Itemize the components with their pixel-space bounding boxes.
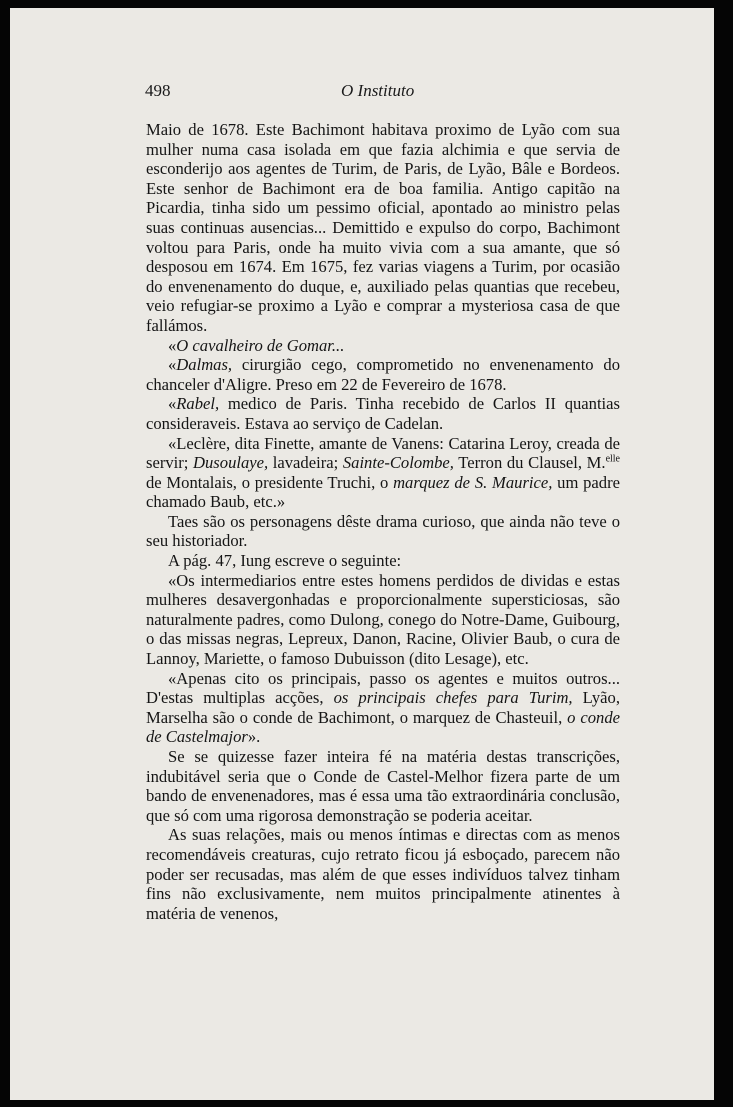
conde-castelmajor: o conde de Castelmajor: [146, 707, 620, 747]
leclere-text-a: «Leclère, dita Finette, amante de Vanens: Catarina Leroy, creada de servir;: [146, 433, 620, 473]
chefes-turim: os principais chefes para Turim,: [333, 688, 573, 708]
open-quote: «: [168, 394, 177, 414]
book-page: [10, 8, 714, 1100]
leclere-text-c: lavadeira;: [268, 453, 343, 473]
superscript-elle: elle: [605, 453, 620, 465]
paragraph-conclusao: Se se quizesse fazer inteira fé na matéria destas transcrições, indubitável seria que o Conde de Castel-Melhor fizera parte de um bando de envenenadores, mas é essa uma tão extraordinária conclusão, que só com uma rigorosa demonstração se poderia aceitar.: [146, 747, 620, 825]
paragraph-apenas: [146, 669, 620, 747]
dalmas-description: cirurgião cego, comprometido no envenenamento do chanceler d'Aligre. Preso em 22 de Fevereiro de 1678.: [146, 355, 620, 394]
apenas-text-a: «Apenas cito os principais, passo os agentes e muitos outros... D'estas multiplas acções,: [146, 668, 620, 708]
name-dusoulaye: Dusoulaye,: [193, 453, 269, 473]
paragraph-personagens: Taes são os personagens dêste drama curioso, que ainda não teve o seu historiador.: [146, 511, 620, 551]
apenas-text-e: ».: [247, 727, 261, 747]
page-header: [145, 81, 585, 105]
apenas-text-c: Lyão, Marselha são o conde de Bachimont, o marquez de Chasteuil,: [146, 688, 620, 727]
open-quote: «: [168, 355, 177, 375]
name-dalmas: Dalmas,: [176, 355, 233, 375]
paragraph-intermediarios: «Os intermediarios entre estes homens perdidos de dividas e estas mulheres desavergonhadas e proporcionalmente supersticiosas, são naturalmente padres, como Dulong, conego do Notre-Dame, Guibourg, o das missas negras, Lepreux, Danon, Racine, Olivier Baub, o cura de Lannoy, Mariette, o famoso Dubuisson (dito Lesage), etc.: [146, 570, 620, 669]
leclere-text-i: um padre chamado Baub, etc.»: [146, 472, 620, 512]
page-number: 498: [145, 81, 171, 100]
paragraph-iung: A pág. 47, Iung escreve o seguinte:: [168, 551, 402, 571]
leclere-text-g: de Montalais, o presidente Truchi, o: [146, 472, 394, 492]
body-text: [146, 120, 620, 923]
paragraph-relacoes: As suas relações, mais ou menos íntimas e directas com as menos recomendáveis creaturas, cujo retrato ficou já esboçado, parecem não poder ser recusadas, mas além de que esses indivíduos talvez tinham fins não exclusivamente, nem muitos principalmente atinentes à matéria de venenos,: [146, 825, 620, 923]
running-title: O Instituto: [341, 81, 415, 100]
name-sainte-colombe: Sainte-Colombe,: [342, 453, 454, 473]
leclere-text-e: Terron du Clausel, M.: [453, 453, 606, 473]
paragraph-rabel: [146, 394, 620, 433]
paragraph-dalmas: [146, 355, 620, 394]
open-quote: «: [168, 335, 177, 355]
paragraph-leclere: [146, 434, 620, 512]
paragraph-bachimont: Maio de 1678. Este Bachimont habitava proximo de Lyão com sua mulher numa casa isolada em que fazia alchimia e que servia de esconderijo aos agentes de Turim, de Paris, de Lyão, Bâle e Bordeos. Este senhor de Bachimont era de boa familia. Antigo capitão na Picardia, tinha sido um pessimo oficial, apontado ao ministro pelas suas continuas ausencias... Demittido e expulso do corpo, Bachimont voltou para Paris, onde ha muito vivia com a sua amante, que só desposou em 1674. Em 1675, fez varias viagens a Turim, por ocasião do envenenamento do duque, e, auxiliado pelas quantias que recebeu, veio refugiar-se proximo a Lyão e comprar a mysteriosa casa de que fallámos.: [146, 120, 620, 335]
name-gomar: O cavalheiro de Gomar...: [176, 335, 345, 355]
paragraph-gomar: [146, 336, 620, 356]
rabel-description: medico de Paris. Tinha recebido de Carlos II quantias consideraveis. Estava ao serviço de Cadelan.: [146, 394, 620, 433]
name-rabel: Rabel,: [176, 394, 220, 414]
name-marquez: marquez de S. Maurice,: [393, 472, 553, 492]
